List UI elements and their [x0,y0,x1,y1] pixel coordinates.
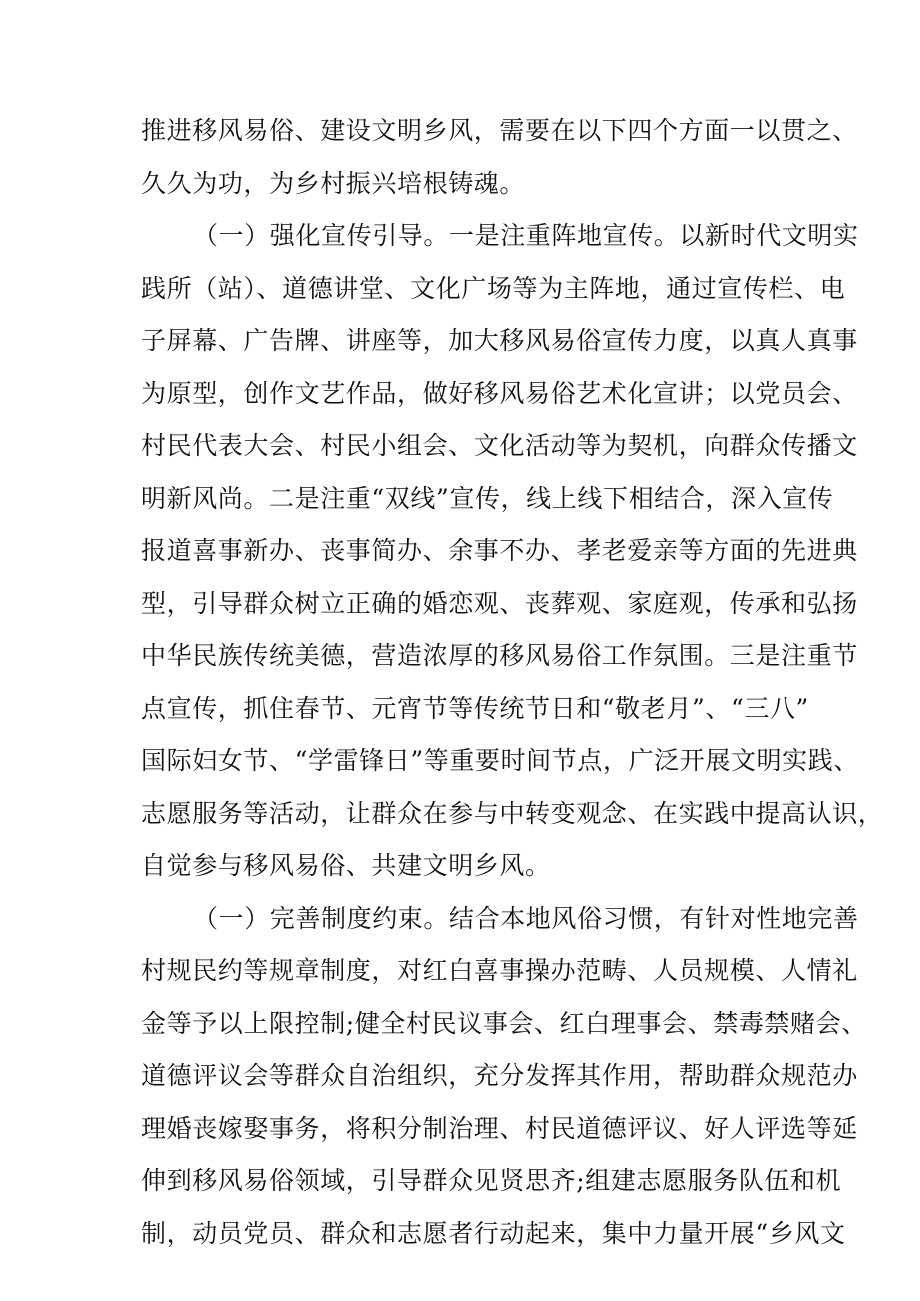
text-line: 金等予以上限控制;健全村民议事会、红白理事会、禁毒禁赌会、 [141,1008,867,1038]
text-line: 伸到移风易俗领域，引导群众见贤思齐;组建志愿服务队伍和机 [141,1166,842,1195]
text-line: 村民代表大会、村民小组会、文化活动等为契机，向群众传播文 [141,431,858,460]
text-line: 明新风尚。二是注重“双线”宣传，线上线下相结合，深入宣传 [141,483,834,513]
text-line: 制，动员党员、群众和志愿者行动起来，集中力量开展“乡风文 [141,1218,846,1248]
text-line: 理婚丧嫁娶事务，将积分制治理、村民道德评议、好人评选等延 [141,1113,858,1143]
text-line: 子屏幕、广告牌、讲座等，加大移风易俗宣传力度，以真人真事 [141,326,858,355]
text-line: 道德评议会等群众自治组织，充分发挥其作用，帮助群众规范办 [141,1061,858,1090]
paragraph-intro [141,105,858,210]
text-line: 久久为功，为乡村振兴培根铸魂。 [141,168,526,198]
text-line: （一）强化宣传引导。一是注重阵地宣传。以新时代文明实 [193,221,859,250]
paragraph-system-constraints [141,893,867,1261]
document-body [141,105,884,1260]
text-line: 中华民族传统美德，营造浓厚的移风易俗工作氛围。三是注重节 [141,641,858,670]
text-line: 型，引导群众树立正确的婚恋观、丧葬观、家庭观，传承和弘扬 [141,588,858,618]
text-line: 为原型，创作文艺作品，做好移风易俗艺术化宣讲；以党员会、 [141,378,858,408]
text-line: 报道喜事新办、丧事简办、余事不办、孝老爱亲等方面的先进典 [141,536,858,565]
text-line: 自觉参与移风易俗、共建文明乡风。 [141,851,551,880]
text-line: 践所（站）、道德讲堂、文化广场等为主阵地，通过宣传栏、电 [141,273,846,303]
paragraph-publicity-guidance [141,210,884,893]
text-line: 推进移风易俗、建设文明乡风，需要在以下四个方面一以贯之、 [141,116,858,145]
text-line: （一）完善制度约束。结合本地风俗习惯，有针对性地完善 [193,903,859,933]
text-line: 志愿服务等活动，让群众在参与中转变观念、在实践中提高认识， [141,798,884,828]
text-line: 村规民约等规章制度，对红白喜事操办范畴、人员规模、人情礼 [141,956,858,985]
text-line: 点宣传，抓住春节、元宵节等传统节日和“敬老月”、“三八” [141,693,809,723]
text-line: 国际妇女节、“学雷锋日”等重要时间节点，广泛开展文明实践、 [141,746,859,775]
